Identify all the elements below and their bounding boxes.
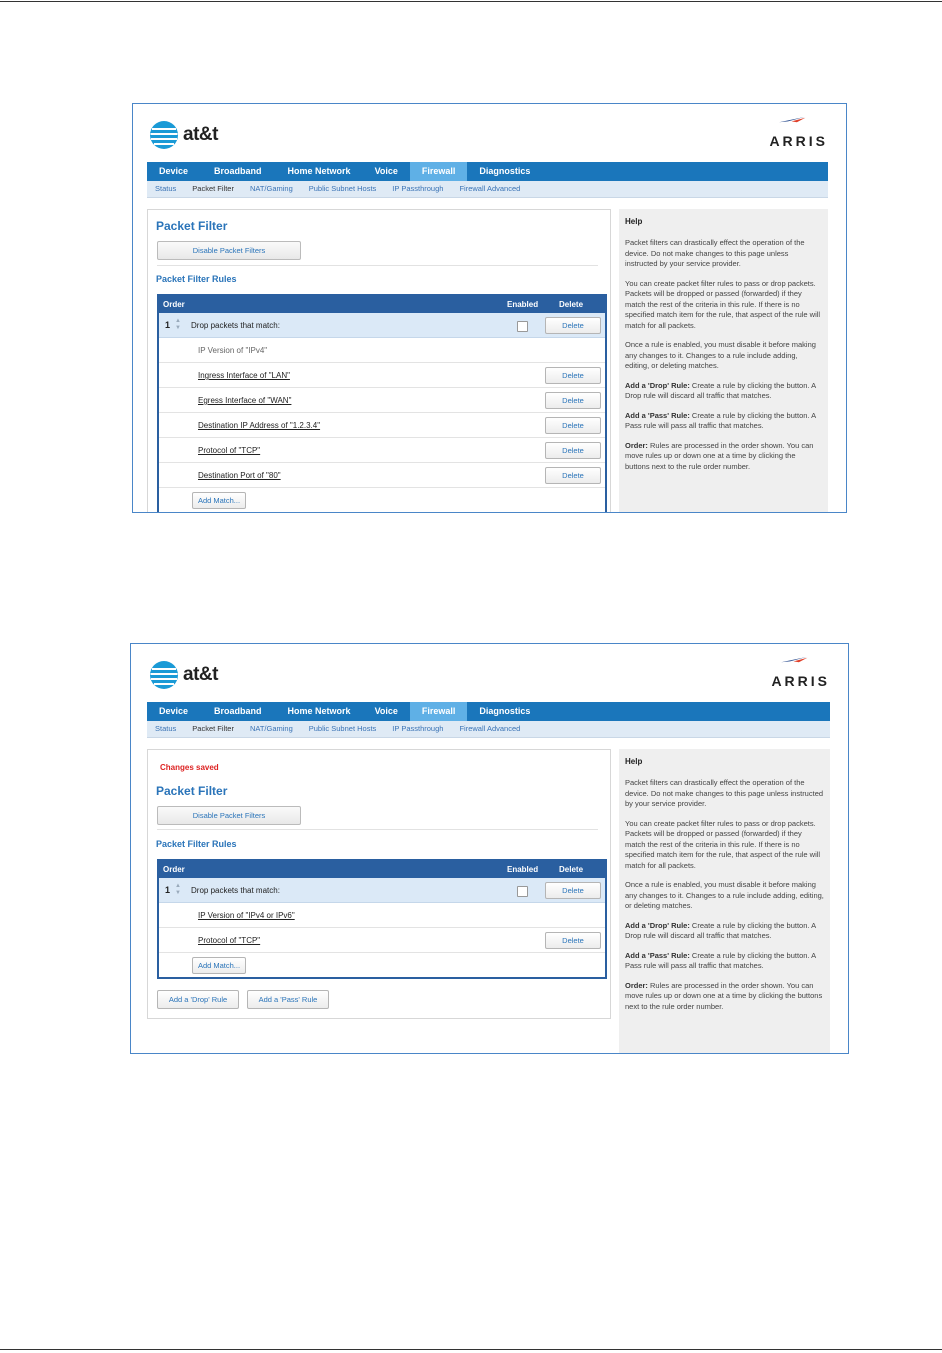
- rules-table: [157, 294, 607, 513]
- col-delete: Delete: [559, 300, 584, 309]
- match-row: [159, 463, 605, 488]
- help-paragraph: [625, 921, 824, 942]
- add-match-button[interactable]: Add Match...: [192, 957, 246, 974]
- col-delete: Delete: [559, 865, 584, 874]
- divider: [157, 265, 598, 266]
- enabled-checkbox[interactable]: [517, 321, 528, 332]
- nav-broadband[interactable]: Broadband: [214, 166, 262, 176]
- help-text: Create a rule by clicking the button. A Drop rule will discard all traffic that matches.: [625, 380, 816, 400]
- match-link[interactable]: Ingress Interface of "LAN": [198, 371, 290, 380]
- subnav-firewall-advanced[interactable]: Firewall Advanced: [459, 724, 521, 733]
- rules-table: [157, 859, 607, 979]
- arris-brand: ARRIS: [771, 673, 830, 689]
- help-text: Rules are processed in the order shown. You can move rules up or down one at a time by clicking the buttons next to the rule order number.: [625, 440, 814, 471]
- nav-broadband[interactable]: Broadband: [214, 706, 262, 716]
- main-panel: [147, 749, 611, 1019]
- rule-row: [159, 878, 605, 903]
- match-row: [159, 928, 605, 953]
- help-paragraph: Packet filters can drastically effect the operation of the device. Do not make changes to this page unless instructed by your service provider.: [625, 238, 805, 268]
- help-paragraph: You can create packet filter rules to pass or drop packets. Packets will be dropped or passed (forwarded) if they match the rest of the criteria in this rule. If there is no specified match item for the rule, that aspect of the rule will match for all packets.: [625, 818, 821, 870]
- match-delete-button[interactable]: Delete: [545, 367, 601, 384]
- nav-diagnostics[interactable]: Diagnostics: [479, 706, 531, 716]
- subnav-public-subnet-hosts[interactable]: Public Subnet Hosts: [308, 184, 377, 193]
- subnav-status[interactable]: Status: [155, 184, 177, 193]
- add-match-button[interactable]: Add Match...: [192, 492, 246, 509]
- arris-swoosh-icon: [748, 116, 828, 132]
- nav-voice[interactable]: Voice: [374, 166, 398, 176]
- match-delete-button[interactable]: Delete: [545, 932, 601, 949]
- header: [147, 650, 830, 702]
- add-match-row: [159, 953, 605, 977]
- match-delete-button[interactable]: Delete: [545, 442, 601, 459]
- help-label: Add a 'Drop' Rule:: [625, 380, 690, 390]
- match-text: IP Version of "IPv4": [198, 346, 268, 355]
- disable-packet-filters-button[interactable]: Disable Packet Filters: [157, 806, 301, 825]
- match-row: [159, 903, 605, 928]
- order-spinner-icon[interactable]: ▲ ▼: [175, 883, 181, 896]
- match-link[interactable]: Protocol of "TCP": [198, 446, 261, 455]
- screenshot-1: [132, 103, 847, 513]
- match-link[interactable]: Egress Interface of "WAN": [198, 396, 292, 405]
- match-link[interactable]: IP Version of "IPv4 or IPv6": [198, 911, 295, 920]
- add-drop-rule-button[interactable]: Add a 'Drop' Rule: [157, 990, 239, 1009]
- rule-delete-button[interactable]: Delete: [545, 882, 601, 899]
- main-nav: [147, 702, 830, 721]
- col-order: Order: [163, 300, 185, 309]
- main-panel: [147, 209, 611, 513]
- help-title: Help: [625, 217, 643, 226]
- order-spinner-icon[interactable]: ▲ ▼: [175, 318, 181, 331]
- att-brand: at&t: [183, 124, 218, 145]
- nav-device[interactable]: Device: [159, 706, 189, 716]
- subnav-packet-filter[interactable]: Packet Filter: [192, 184, 234, 193]
- add-match-row: [159, 488, 605, 512]
- main-nav: [147, 162, 828, 181]
- help-text: Create a rule by clicking the button. A Pass rule will pass all traffic that matches.: [625, 410, 816, 430]
- subnav-packet-filter[interactable]: Packet Filter: [192, 724, 234, 733]
- att-globe-icon: [149, 120, 179, 150]
- help-paragraph: Once a rule is enabled, you must disable it before making any changes to it. Changes to a rule include adding, editing, or deleting matches.: [625, 880, 824, 910]
- help-title: Help: [625, 757, 643, 766]
- enabled-checkbox[interactable]: [517, 886, 528, 897]
- match-row: [159, 338, 605, 363]
- help-label: Add a 'Drop' Rule:: [625, 920, 690, 930]
- arris-brand: ARRIS: [769, 133, 828, 149]
- match-link[interactable]: Protocol of "TCP": [198, 936, 261, 945]
- nav-voice[interactable]: Voice: [374, 706, 398, 716]
- rule-text: Drop packets that match:: [191, 321, 280, 330]
- page-bottom-rule: [0, 1349, 942, 1350]
- rules-title: Packet Filter Rules: [156, 274, 237, 284]
- nav-device[interactable]: Device: [159, 166, 189, 176]
- nav-home-network[interactable]: Home Network: [287, 166, 351, 176]
- match-delete-button[interactable]: Delete: [545, 417, 601, 434]
- match-row: [159, 413, 605, 438]
- att-globe-icon: [149, 660, 179, 690]
- help-label: Add a 'Pass' Rule:: [625, 950, 690, 960]
- subnav-public-subnet-hosts[interactable]: Public Subnet Hosts: [308, 724, 377, 733]
- match-row: [159, 388, 605, 413]
- sub-nav: [147, 721, 830, 738]
- add-pass-rule-button[interactable]: Add a 'Pass' Rule: [247, 990, 329, 1009]
- col-enabled: Enabled: [507, 300, 539, 309]
- help-label: Order:: [625, 440, 648, 450]
- help-text: Rules are processed in the order shown. You can move rules up or down one at a time by clicking the buttons next to the rule order number.: [625, 980, 823, 1011]
- subnav-nat-gaming[interactable]: NAT/Gaming: [249, 724, 293, 733]
- subnav-firewall-advanced[interactable]: Firewall Advanced: [459, 184, 521, 193]
- page-title: Packet Filter: [156, 784, 228, 798]
- help-label: Add a 'Pass' Rule:: [625, 410, 690, 420]
- help-paragraph: [625, 951, 824, 972]
- subnav-status[interactable]: Status: [155, 724, 177, 733]
- subnav-ip-passthrough[interactable]: IP Passthrough: [392, 724, 444, 733]
- help-paragraph: [625, 381, 822, 402]
- nav-firewall[interactable]: Firewall: [410, 162, 468, 181]
- help-panel: [619, 209, 828, 512]
- rule-number: 1: [165, 885, 171, 895]
- page-top-rule: [0, 1, 942, 2]
- divider: [157, 829, 598, 830]
- help-paragraph: Packet filters can drastically effect the operation of the device. Do not make changes to this page unless instructed by your service provider.: [625, 778, 824, 808]
- subnav-ip-passthrough[interactable]: IP Passthrough: [392, 184, 444, 193]
- att-brand: at&t: [183, 664, 218, 685]
- match-link[interactable]: Destination IP Address of "1.2.3.4": [198, 421, 321, 430]
- match-delete-button[interactable]: Delete: [545, 467, 601, 484]
- nav-diagnostics[interactable]: Diagnostics: [479, 166, 531, 176]
- help-text: Create a rule by clicking the button. A Drop rule will discard all traffic that matches.: [625, 920, 816, 940]
- help-text: Create a rule by clicking the button. A Pass rule will pass all traffic that matches.: [625, 950, 816, 970]
- help-paragraph: [625, 981, 824, 1013]
- rule-number: 1: [165, 320, 171, 330]
- help-paragraph: Once a rule is enabled, you must disable it before making any changes to it. Changes to a rule include adding, editing, or deleting matches.: [625, 340, 816, 370]
- disable-packet-filters-button[interactable]: Disable Packet Filters: [157, 241, 301, 260]
- help-paragraph: [625, 411, 822, 432]
- match-row: [159, 438, 605, 463]
- match-row: [159, 363, 605, 388]
- subnav-nat-gaming[interactable]: NAT/Gaming: [249, 184, 293, 193]
- rule-row: [159, 313, 605, 338]
- help-panel: [619, 749, 830, 1053]
- screenshot-2: [130, 643, 849, 1054]
- rule-text: Drop packets that match:: [191, 886, 280, 895]
- col-enabled: Enabled: [507, 865, 539, 874]
- help-paragraph: You can create packet filter rules to pass or drop packets. Packets will be dropped or passed (forwarded) if they match the rest of the criteria in this rule. If there is no specified match item for the rule, that aspect of the rule will match for all packets.: [625, 278, 821, 330]
- match-link[interactable]: Destination Port of "80": [198, 471, 281, 480]
- col-order: Order: [163, 865, 185, 874]
- help-paragraph: [625, 441, 822, 473]
- arris-swoosh-icon: [750, 656, 830, 672]
- page-title: Packet Filter: [156, 219, 228, 233]
- sub-nav: [147, 181, 828, 198]
- rules-title: Packet Filter Rules: [156, 839, 237, 849]
- changes-saved-message: Changes saved: [160, 763, 219, 772]
- nav-home-network[interactable]: Home Network: [287, 706, 351, 716]
- table-header: [159, 296, 605, 313]
- header: [147, 110, 828, 162]
- match-delete-button[interactable]: Delete: [545, 392, 601, 409]
- table-header: [159, 861, 605, 878]
- help-label: Order:: [625, 980, 648, 990]
- rule-delete-button[interactable]: Delete: [545, 317, 601, 334]
- nav-firewall[interactable]: Firewall: [410, 702, 468, 721]
